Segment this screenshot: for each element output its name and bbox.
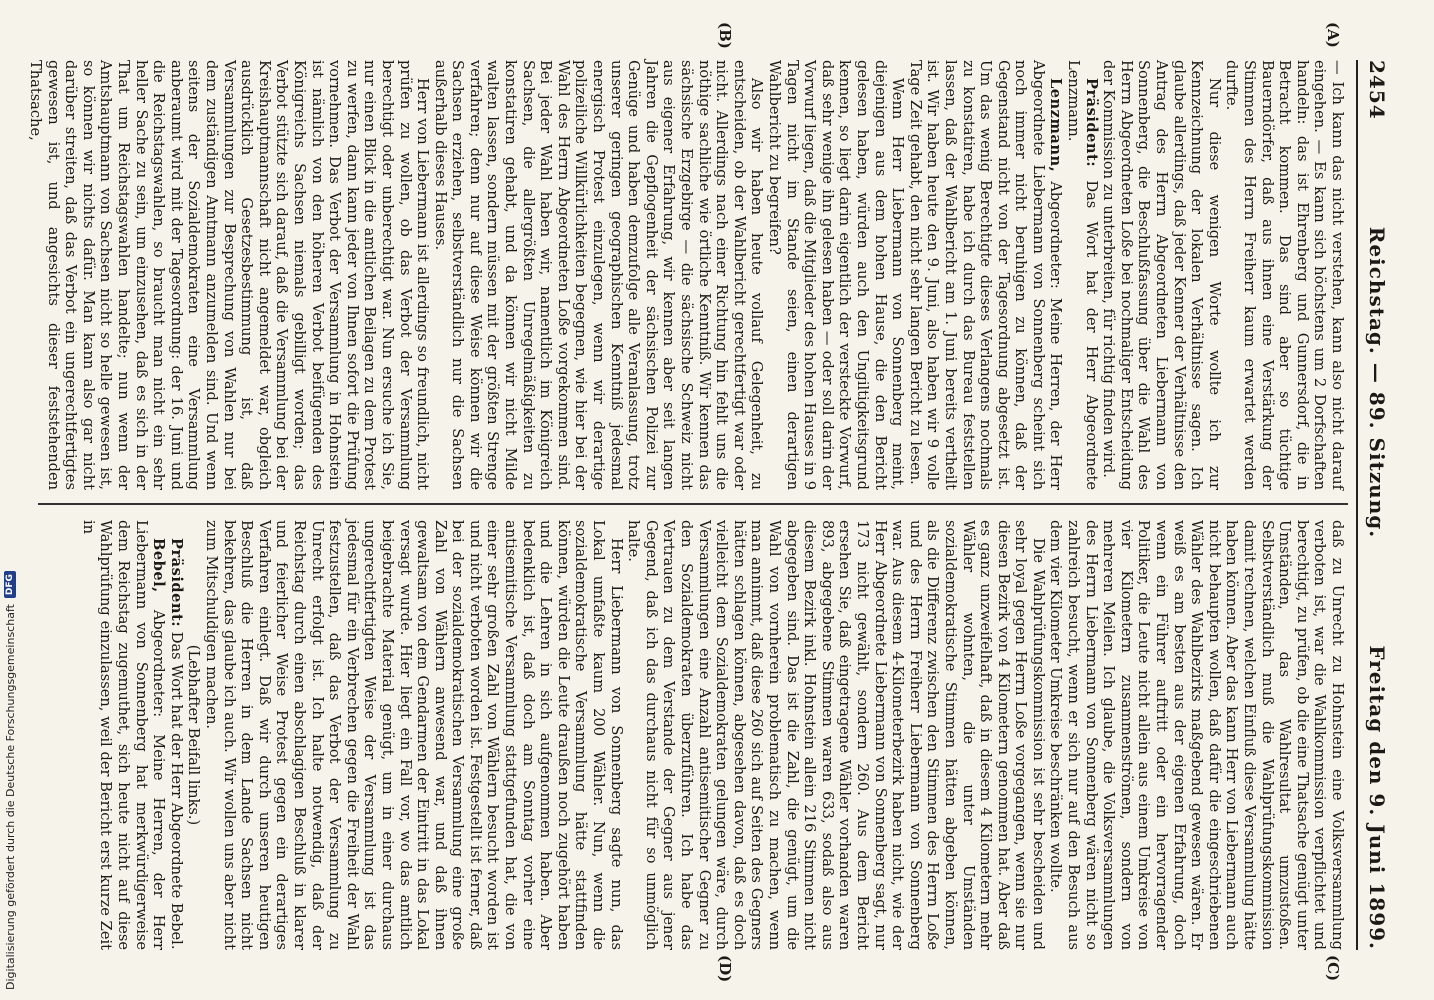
paragraph — [1223, 60, 1346, 490]
speaker-name: Lenzmann, — [1047, 78, 1065, 173]
header-rule — [1356, 60, 1358, 950]
paragraph-text: Herr Liebermann von Sonnenberg sagte nun, das Lokal umfaßte kaum 200 Wähler. Nun, wenn die sozialdemokratische Versammlung hätte stattfinden können, würden die Leute draußen noch zugehört haben und die Lehren in sich aufgenommen haben. Aber bedenklich ist, daß doch am Sonntag vorher eine antisemitische Versammlung stattgefunden hat, die von einer sehr großen Zahl von Wählern besucht worden ist und nicht verboten worden ist. Festgestellt ist ferner, daß bei der sozialdemokratischen Versammlung eine große Zahl von Wählern anwesend war, und daß ihnen gewaltsam von dem Gendarmen der Eintritt in das Lokal versagt wurde. Hier liegt ein Fall vor, wo das amtlich beigebrachte Material genügt, um in einer durchaus ungerechtfertigten Weise der Versammlung ist das jedesmal für ein Verbrechen gegen die Freiheit der Wahl festzustellen, daß das Verbot der Versammlung zu Unrecht erfolgt ist. Ich halte notwendig, daß der Reichstag durch einen abschlagigen Beschluß in klarer und feierlicher Weise Protest gegen ein derartiges Verfahren einlegt. Daß wir durch unseren heutigen Beschluß die Herren in dem Lande Sachsen nicht bekehren, das glaube ich auch. Wir wollen uns aber nicht zum Mitschuldigen machen. — [203, 520, 625, 950]
footer-credit — [2, 574, 22, 990]
footer-credit-text: Digitalisierung gefördert durch die Deutsche Forschungsgemeinschaft — [3, 604, 17, 990]
paragraph — [765, 60, 906, 490]
text-column-left — [27, 60, 1346, 490]
paragraph-text: daß zu Unrecht zu Hohnstein eine Volksversammlung verboten ist, war die Wahlkommission verpflichtet und berechtigt, zu prüfen, ob die eine Thatsache genügt unter Umständen, das Wahlresultat umzustoßen. Selbstverständlich muß die Wahlprüfungskommission damit rechnen, welchen Einfluß diese Versammlung hätte haben können. Aber das kann Herr von Liebermann auch nicht behaupten wollen, daß dafür die eingeschriebenen Wähler des Wahlbezirks maßgebend gewesen wären. Er weiß es am besten aus der eigenen Erfahrung, doch wenn ein Führer auftritt oder ein hervorragender Politiker, die Leute nicht allein aus einem Umkreise von vier Kilometern zusammenströmen, sondern von mehreren Meilen. Ich glaube, die Volksversammlungen des Herrn Liebermann von Sonnenberg wären nicht so zahlreich besucht, wenn er sich nur auf den Besuch aus dem vier Kilometer Umkreise beschränken wollte. — [1047, 520, 1346, 951]
paragraph — [431, 60, 765, 490]
paragraph-text: Abgeordneter: Meine Herren, der Herr Liebermann von Sonnenberg hat merkwürdigerweise dem Reichstag zugemuthet, sich heute nicht auf diese Wahlprüfung einzulassen, weil der Bericht erst kurze Zeit in — [79, 520, 168, 951]
session-title: Reichstag. — 89. Sitzung. — [1365, 226, 1389, 539]
paragraph-text: Herr von Liebermann ist allerdings so freundlich, nicht prüfen zu wollen, ob das Verbot der Versammlung berechtigt oder unberechtigt war. Nun ersuche ich Sie, nur einen Blick in die amtlichen Beilagen zu dem Protest zu werfen, dann kann jeder von Ihnen sofort die Prüfung vornehmen. Das Verbot der Versammlung in Hohnstein ist nämlich von den höheren Verbot beifügenden des Königreichs Sachsen niemals gebilligt worden; das Verbot stützte sich darauf, daß die Versammlung bei der Kreishauptmannschaft nicht angemeldet war, obgleich ausdrücklich Gesetzesbestimmung ist, daß Versammlungen zur Besprechung von Wahlen nur bei dem zuständigen Amtmann anzumelden sind. Und wenn seitens der Sozialdemokraten eine Versammlung anberaumt wird mit der Tagesordnung: der 16. Juni und die Reichstagswahlen, so braucht man nicht ein sehr heller Sache zu sein, um einzusehen, daß es sich in der That um Reichstagswahlen handelte; nun wenn der Amtshauptmann von Sachsen nicht so helle gewesen ist, so können wir nichts dafür. Man kann also gar nicht darüber streiten, daß das Verbot ein ungerechtfertigtes gewesen ist, und angesichts dieser feststehenden Thatsache, — [27, 60, 432, 490]
paragraph — [1065, 60, 1100, 490]
text-column-right — [46, 520, 1346, 950]
margin-marker-c: (C) — [1324, 955, 1342, 982]
paragraph-text: Also wir haben heute vollauf Gelegenheit, zu entscheiden, ob der Wahlbericht gerechtfertigt war oder nicht. Allerdings nach einer Richtung hin fehlt uns die nöthige sachliche wie örtliche Kenntniß. Wir kennen das sächsische Erzgebirge — die sächsische Schweiz nicht aus eigener Erfahrung, wir kennen aber seit langen Jahren die Gepflogenheit der sächsischen Polizei zur Genüge und haben demzufolge alle Veranlassung, trotz unserer geringen geographischen Kenntniß jedesmal energisch Protest einzulegen, wenn wir derartige polizeiliche Willkürlichkeiten begegnen, wie hier bei der Wahl des Herrn Abgeordneten Loße vorgekommen sind. Bei jeder Wahl haben wir, namentlich im Königreich Sachsen, die allergrößten Unregelmäßigkeiten zu konstatiren gehabt, und da können wir nicht Milde walten lassen, sondern müssen mit der größten Strenge verfahren; denn nur auf diese Weise können wir die Sachsen erziehen, selbstverständlich nur die Sachsen außerhalb dieses Hauses. — [431, 60, 766, 490]
session-date: Freitag den 9. Juni 1899. — [1365, 645, 1389, 950]
paragraph — [202, 520, 624, 950]
paragraph-text: Wenn Herr Liebermann von Sonnenberg meint, diejenigen aus dem hohen Hause, die den Bericht gelesen haben, würden auch den Ungiltigkeitsgrund kennen, so liegt darin eigentlich der versteckte Vorwurf, daß sehr wenige ihn gelesen haben — oder soll darin der Vorwurf liegen, daß die Mitglieder des hohen Hauses in 9 Tagen nicht im Stande seien, einen derartigen Wahlbericht zu begreifen? — [766, 60, 907, 490]
page-header — [1360, 60, 1394, 950]
paragraph-text: Nur diese wenigen Worte wollte ich zur Kennzeichnung der lokalen Verhältnisse sagen. Ich glaube allerdings, daß jeder Kenner der Verhältnisse den Antrag des Herrn Abgeordneten Liebermann von Sonnenberg, die Beschlußfassung über die Wahl des Herrn Abgeordneten Loße bei nochmaliger Entscheidung der Kommission zu unterbreiten, für richtig finden wird. — [1100, 60, 1223, 490]
paragraph-text: (Lebhafter Beifall links.) — [185, 644, 203, 826]
paragraph — [185, 520, 203, 950]
speaker-name: Bebel, — [150, 538, 168, 593]
paragraph-text: Das Wort hat der Herr Abgeordnete Lenzmann. — [1065, 60, 1100, 490]
paragraph — [26, 60, 431, 490]
paragraph — [1100, 60, 1223, 490]
paragraph-text: Die Wahlprüfungskommission ist sehr bescheiden und sehr loyal gegen Herrn Loße vorgegangen, wenn sie nur diesen Bezirk von 4 Kilometern genommen hat. Aber daß es ganz unzweifelhaft, daß in diesem 4 Kilometern mehr Wähler wohnten, die unter Umständen sozialdemokratische Stimmen hätten abgeben können, als die Differenz zwischen den Stimmen des Herrn Loße und des Herrn Freiherr Liebermann von Sonnenberg war. Aus diesem 4-Kilometerbezirk haben nicht, wie der Herr Abgeordnete Liebermann von Sonnenberg sagt, nur 173 nicht gewählt, sondern 260. Aus dem Bericht ersehen Sie, daß eingetragene Wähler vorhanden waren 893, abgegebene Stimmen waren 633, sodaß also aus diesem Bezirk inkl. Hohnstein allein 216 Stimmen nicht abgegeben sind. Das ist die Zahl, die genügt, um die Wahl von vornherein problematisch zu machen, wenn man annimmt, daß diese 260 sich auf Seiten des Gegners hätten schlagen können, abgesehen davon, daß es doch vielleicht dem Sozialdemokraten gelungen wäre, durch Versammlungen eine Anzahl antisemitischer Gegner zu den Sozialdemokraten überzuführen. Ich habe das Vertrauen zu dem Verstande der Gegner aus jener Gegend, daß ich das durchaus nicht für so unmöglich halte. — [625, 520, 1047, 950]
page-number: 2454 — [1365, 60, 1389, 120]
paragraph — [167, 520, 185, 950]
paragraph — [1047, 520, 1346, 950]
paragraph — [906, 60, 1064, 490]
paragraph-text: Abgeordneter: Meine Herren, der Herr Abgeordnete Liebermann von Sonnenberg scheint sich noch immer nicht beruhigen zu können, daß der Gegenstand nicht von der Tagesordnung abgesetzt ist. Um das wenig Berechtigte dieses Verlangens nochmals zu konstatiren, habe ich durch das Bureau feststellen lassen, daß der Wahlbericht am 1. Juni bereits vertheilt ist. Wir haben heute den 9. Juni, also haben wir 9 volle Tage Zeit gehabt, den nicht sehr langen Bericht zu lesen. — [906, 60, 1065, 490]
margin-marker-b: (B) — [716, 22, 734, 49]
speaker-name: Präsident: — [167, 538, 185, 628]
margin-marker-d: (D) — [716, 955, 734, 983]
paragraph-text: — Ich kann das nicht verstehen, kann also nicht darauf eingehen. — Es kann sich höchstens um 2 Dorfschaften handeln: das ist Ehrenberg und Gunnersdorf, die in Betracht kommen. Das sind aber so tüchtige Bauerndörfer, daß aus ihnen eine Verstärkung der Stimmen des Herrn Freiherr kaum erwartet werden durfte. — [1223, 60, 1346, 490]
column-separator — [38, 503, 1348, 505]
margin-marker-a: (A) — [1324, 22, 1342, 48]
speaker-name: Präsident: — [1082, 78, 1100, 168]
paragraph — [79, 520, 167, 950]
dfg-logo: DFG — [4, 571, 16, 598]
paragraph — [625, 520, 1047, 950]
paragraph-text: Das Wort hat der Herr Abgeordnete Bebel. — [167, 631, 185, 950]
